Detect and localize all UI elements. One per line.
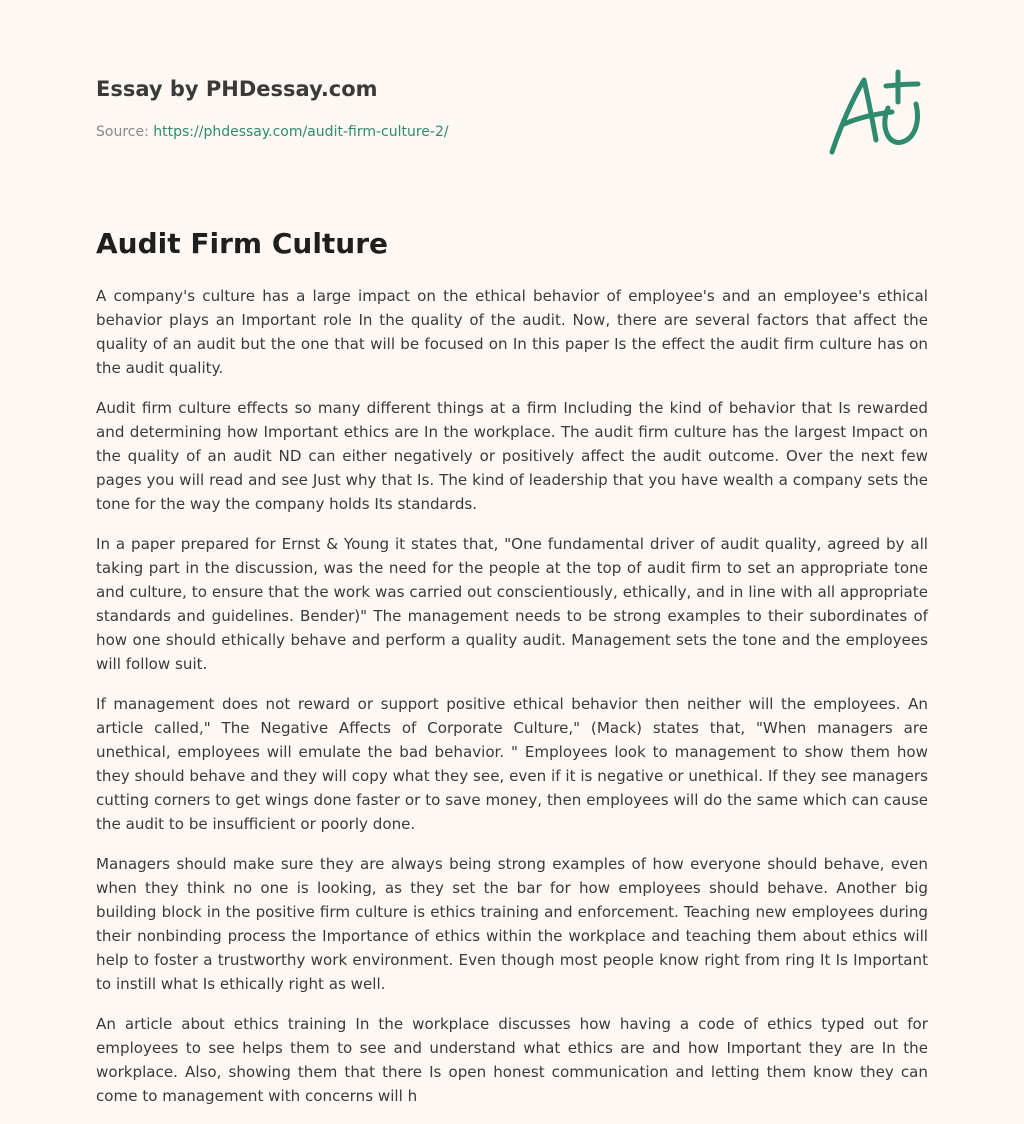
essay-title: Audit Firm Culture — [96, 227, 389, 260]
essay-paragraph: In a paper prepared for Ernst & Young it states that, "One fundamental driver of audit quality, agreed by all taking part in the discussion, was the need for the people at the top of audit firm to set an appropriate tone and culture, to ensure that the work was carried out conscientiously, ethically, and in line with all appropriate standards and guidelines. Bender)" The management needs to be strong examples to their subordinates of how one should ethically behave and perform a quality audit. Management sets the tone and the employees will follow suit. — [96, 535, 928, 673]
essay-paragraph: Managers should make sure they are always being strong examples of how everyone should behave, even when they think no one is looking, as they set the bar for how employees should behave. Another big building block in the positive firm culture is ethics training and enforcement. Teaching new employees during their nonbinding process the Importance of ethics within the workplace and teaching them about ethics will help to foster a trustworthy work environment. Even though most people know right from ring It Is Important to instill what Is ethically right as well. — [96, 855, 928, 993]
a-plus-logo-icon — [818, 68, 928, 168]
source-label: Source: — [96, 124, 154, 140]
page-header — [96, 74, 928, 174]
brand-title: Essay by PHDessay.com — [96, 77, 378, 101]
essay-paragraph: A company's culture has a large impact on the ethical behavior of employee's and an employee's ethical behavior plays an Important role In the quality of the audit. Now, there are several factors that affect the quality of an audit but the one that will be focused on In this paper Is the effect the audit firm culture has on the audit quality. — [96, 287, 928, 377]
essay-paragraph: Audit firm culture effects so many different things at a firm Including the kind of behavior that Is rewarded and determining how Important ethics are In the workplace. The audit firm culture has the largest Impact on the quality of an audit ND can either negatively or positively affect the audit outcome. Over the next few pages you will read and see Just why that Is. The kind of leadership that you have wealth a company sets the tone for the way the company holds Its standards. — [96, 399, 928, 513]
source-link[interactable]: https://phdessay.com/audit-firm-culture-2/ — [153, 124, 449, 140]
essay-paragraph: An article about ethics training In the workplace discusses how having a code of ethics typed out for employees to see helps them to see and understand what ethics are and how Important they are In the workplace. Also, showing them that there Is open honest communication and letting them know they can come to management with concerns will h — [96, 1015, 928, 1105]
essay-paragraph: If management does not reward or support positive ethical behavior then neither will the employees. An article called," The Negative Affects of Corporate Culture," (Mack) states that, "When managers are unethical, employees will emulate the bad behavior. " Employees look to management to show them how they should behave and they will copy what they see, even if it is negative or unethical. If they see managers cutting corners to get wings done faster or to save money, then employees will do the same which can cause the audit to be insufficient or poorly done. — [96, 695, 928, 833]
essay-body — [96, 284, 928, 1124]
source-line — [96, 122, 928, 142]
